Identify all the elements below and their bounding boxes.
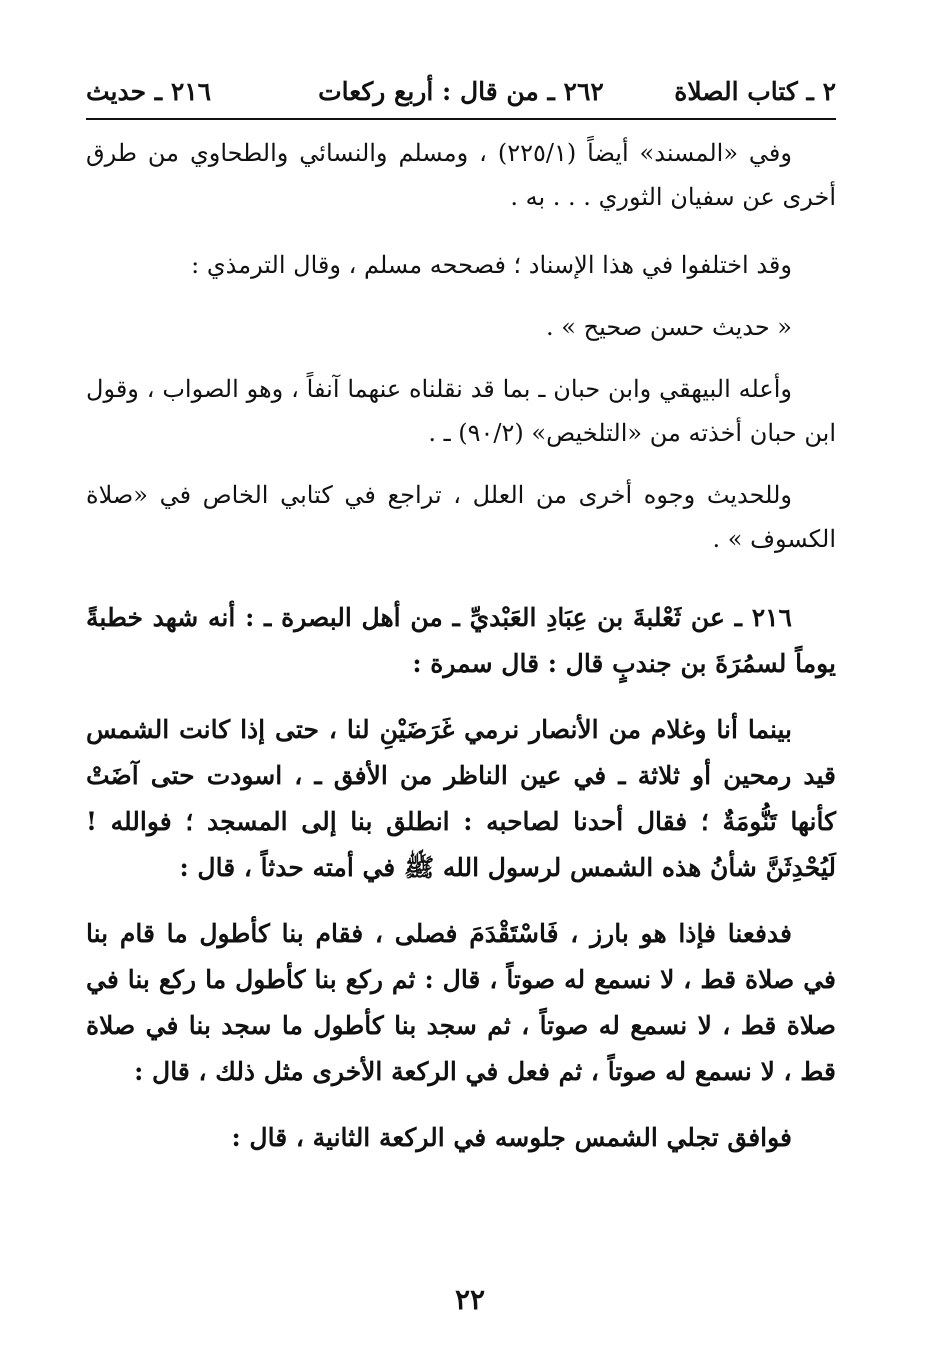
running-header <box>86 72 836 112</box>
paragraph-musnad-reference: وفي «المسند» أيضاً (٢٢٥/١) ، ومسلم والنسائي والطحاوي من طرق أخرى عن سفيان الثوري . . . به . <box>86 139 836 211</box>
header-rule <box>86 118 836 120</box>
page-body <box>86 125 836 1161</box>
header-chapter: ٢ ـ كتاب الصلاة <box>674 77 836 106</box>
hadith-216-isnad: ٢١٦ ـ عن ثَعْلبةَ بن عِبَادِ العَبْديِّ ـ من أهل البصرة ـ : أنه شهد خطبةً يوماً لسمُرَةَ بن جندبٍ قال : قال سمرة : <box>86 603 836 678</box>
paragraph-other-defects: وللحديث وجوه أخرى من العلل ، تراجع في كتابي الخاص في «صلاة الكسوف » . <box>86 481 836 553</box>
paragraph-tirmidhi-quote: « حديث حسن صحيح » . <box>546 313 792 341</box>
header-section: ٢٦٢ ـ من قال : أربع ركعات <box>318 77 604 106</box>
header-hadith-number: ٢١٦ ـ حديث <box>86 77 212 106</box>
hadith-216-text-2: فدفعنا فإذا هو بارز ، فَاسْتَقْدَمَ فصلى ، فقام بنا كأطول ما قام بنا في صلاة قط ، لا نسمع له صوتاً ، قال : ثم ركع بنا كأطول ما ركع بنا في صلاة قط ، لا نسمع له صوتاً ، ثم سجد بنا كأطول ما سجد بنا في صلاة قط ، لا نسمع له صوتاً ، ثم فعل في الركعة الأخرى مثل ذلك ، قال : <box>86 919 836 1086</box>
hadith-216-text-3: فوافق تجلي الشمس جلوسه في الركعة الثانية ، قال : <box>231 1123 792 1152</box>
page-number: ٢٢ <box>454 1283 486 1316</box>
paragraph-bayhaqi-ibn-hibban: وأعله البيهقي وابن حبان ـ بما قد نقلناه عنهما آنفاً ، وهو الصواب ، وقول ابن حبان أخذته من «التلخيص» (٩٠/٢) ـ . <box>86 375 836 447</box>
paragraph-isnad-disagreement: وقد اختلفوا في هذا الإسناد ؛ فصححه مسلم ، وقال الترمذي : <box>191 251 792 279</box>
hadith-216-text-1: بينما أنا وغلام من الأنصار نرمي غَرَضَيْنِ لنا ، حتى إذا كانت الشمس قيد رمحين أو ثلاثة ـ في عين الناظر من الأفق ـ ، اسودت حتى آضَتْ كأنها تَنُّومَةٌ ؛ فقال أحدنا لصاحبه : انطلق بنا إلى المسجد ؛ فوالله ! لَيُحْدِثَنَّ شأنُ هذه الشمس لرسول الله ﷺ في أمته حدثاً ، قال : <box>86 715 836 882</box>
